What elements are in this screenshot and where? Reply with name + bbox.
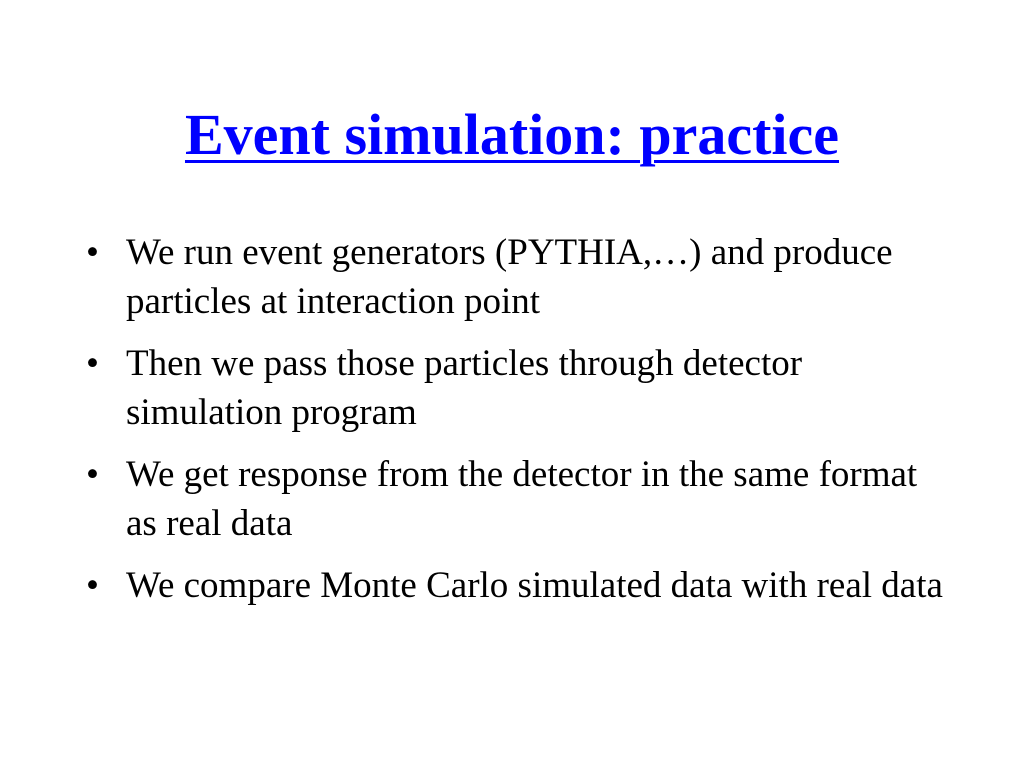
- bullet-item: [86, 228, 946, 326]
- slide-title: Event simulation: practice: [184, 102, 840, 167]
- bullet-dot-icon: •: [86, 454, 99, 495]
- bullet-list: [86, 228, 946, 623]
- bullet-dot-icon: •: [86, 343, 99, 384]
- bullet-item: [86, 561, 946, 610]
- bullet-text: We run event generators (PYTHIA,…) and produce particles at interaction point: [126, 232, 893, 322]
- bullet-text: We compare Monte Carlo simulated data with real data: [126, 565, 943, 606]
- bullet-item: [86, 339, 946, 437]
- bullet-text: We get response from the detector in the same format as real data: [126, 454, 918, 544]
- bullet-dot-icon: •: [86, 232, 99, 273]
- bullet-text: Then we pass those particles through detector simulation program: [126, 343, 803, 433]
- bullet-item: [86, 450, 946, 548]
- bullet-dot-icon: •: [86, 565, 99, 606]
